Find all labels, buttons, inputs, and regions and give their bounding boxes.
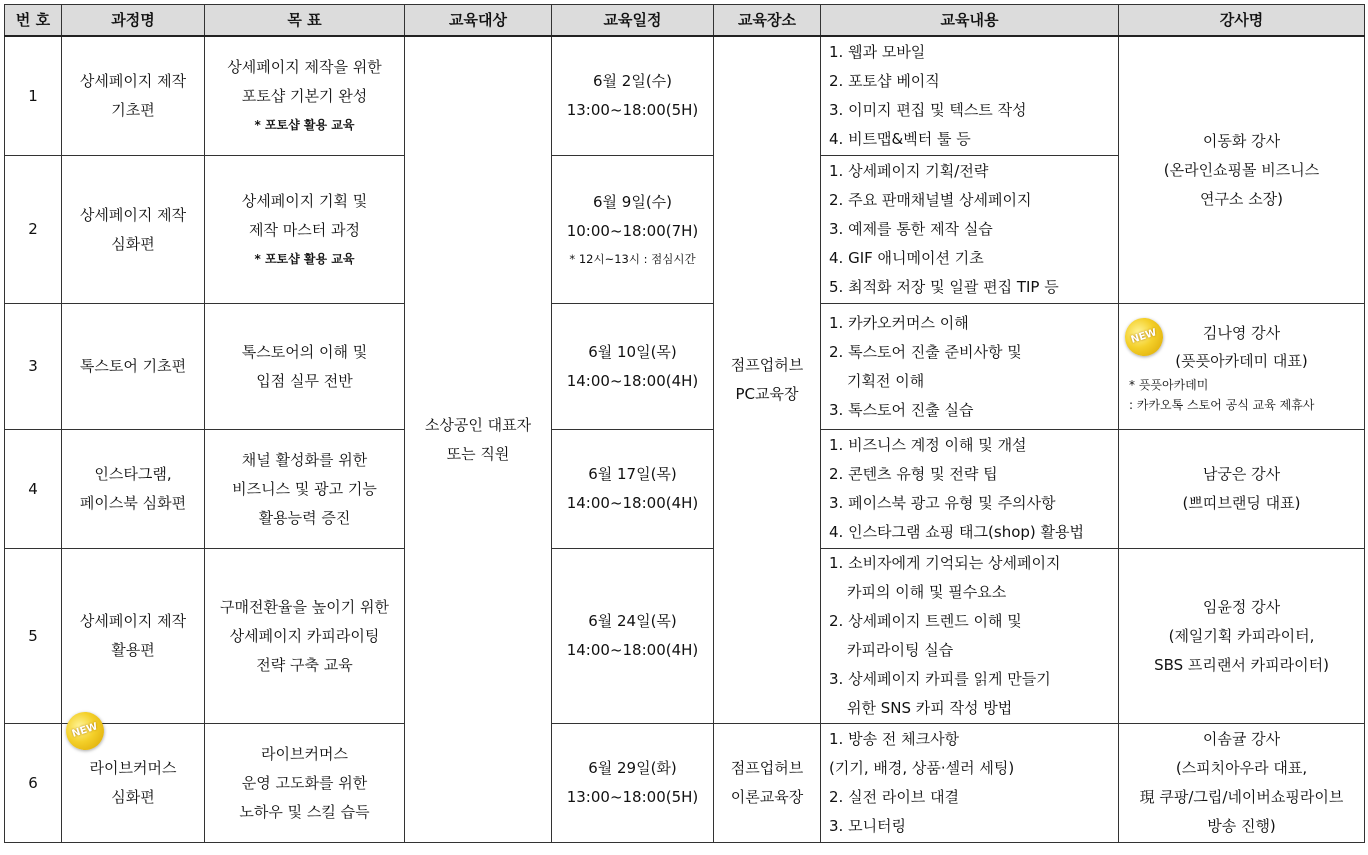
goal-note: * 포토샵 활용 교육 xyxy=(254,251,355,266)
row-number: 6 xyxy=(5,724,62,843)
schedule: 6월 24일(목) 14:00~18:00(4H) xyxy=(552,549,714,724)
header-row xyxy=(5,5,1365,37)
content: 1. 소비자에게 기억되는 상세페이지 카피의 이해 및 필수요소 2. 상세페이지 트렌드 이해 및 카피라이팅 실습 3. 상세페이지 카피를 읽게 만들기 위한 SNS 카피 작성 방법 xyxy=(821,549,1119,724)
lecturer: 이동화 강사 (온라인쇼핑몰 비즈니스 연구소 소장) xyxy=(1119,36,1365,304)
header-course: 과정명 xyxy=(62,5,205,37)
course-table xyxy=(4,4,1365,843)
lecturer: 이솜귤 강사 (스피치아우라 대표, 現 쿠팡/그립/네이버쇼핑라이브 방송 진행) xyxy=(1119,724,1365,843)
goal: 구매전환율을 높이기 위한 상세페이지 카피라이팅 전략 구축 교육 xyxy=(205,549,405,724)
goal: 채널 활성화를 위한 비즈니스 및 광고 기능 활용능력 증진 xyxy=(205,430,405,549)
row-number: 1 xyxy=(5,36,62,156)
table-row xyxy=(5,549,1365,724)
lecturer: NEW 김나영 강사 (픗픗아카데미 대표) * 픗픗아카데미 : 카카오톡 스토어 공식 교육 제휴사 xyxy=(1119,304,1365,430)
table-row xyxy=(5,304,1365,430)
place: 점프업허브 이론교육장 xyxy=(714,724,821,843)
header-place: 교육장소 xyxy=(714,5,821,37)
header-target: 교육대상 xyxy=(405,5,552,37)
schedule: 6월 29일(화) 13:00~18:00(5H) xyxy=(552,724,714,843)
schedule: 6월 9일(수) 10:00~18:00(7H) * 12시~13시 : 점심시간 xyxy=(552,156,714,304)
content: 1. 방송 전 체크사항 (기기, 배경, 상품·셀러 세팅) 2. 실전 라이브 대결 3. 모니터링 xyxy=(821,724,1119,843)
row-number: 4 xyxy=(5,430,62,549)
course-name: 톡스토어 기초편 xyxy=(62,304,205,430)
schedule-note: * 12시~13시 : 점심시간 xyxy=(569,251,696,266)
course-name: 상세페이지 제작 심화편 xyxy=(62,156,205,304)
table-row xyxy=(5,36,1365,156)
content: 1. 카카오커머스 이해 2. 톡스토어 진출 준비사항 및 기획전 이해 3. 톡스토어 진출 실습 xyxy=(821,304,1119,430)
new-badge-icon: NEW xyxy=(1120,313,1168,361)
place: 점프업허브 PC교육장 xyxy=(714,36,821,724)
target: 소상공인 대표자 또는 직원 xyxy=(405,36,552,843)
header-lecturer: 강사명 xyxy=(1119,5,1365,37)
content: 1. 비즈니스 계정 이해 및 개설 2. 콘텐츠 유형 및 전략 팁 3. 페이스북 광고 유형 및 주의사항 4. 인스타그램 쇼핑 태그(shop) 활용법 xyxy=(821,430,1119,549)
header-goal: 목 표 xyxy=(205,5,405,37)
course-name: NEW 라이브커머스 심화편 xyxy=(62,724,205,843)
row-number: 5 xyxy=(5,549,62,724)
course-name: 상세페이지 제작 기초편 xyxy=(62,36,205,156)
schedule: 6월 10일(목) 14:00~18:00(4H) xyxy=(552,304,714,430)
table-row xyxy=(5,724,1365,843)
goal: 상세페이지 기획 및 제작 마스터 과정 * 포토샵 활용 교육 xyxy=(205,156,405,304)
new-badge-icon: NEW xyxy=(61,707,109,755)
course-name: 인스타그램, 페이스북 심화편 xyxy=(62,430,205,549)
schedule: 6월 2일(수) 13:00~18:00(5H) xyxy=(552,36,714,156)
row-number: 2 xyxy=(5,156,62,304)
content: 1. 상세페이지 기획/전략 2. 주요 판매채널별 상세페이지 3. 예제를 통한 제작 실습 4. GIF 애니메이션 기초 5. 최적화 저장 및 일괄 편집 TIP 등 xyxy=(821,156,1119,304)
goal: 상세페이지 제작을 위한 포토샵 기본기 완성 * 포토샵 활용 교육 xyxy=(205,36,405,156)
row-number: 3 xyxy=(5,304,62,430)
goal-note: * 포토샵 활용 교육 xyxy=(254,118,355,132)
course-name: 상세페이지 제작 활용편 xyxy=(62,549,205,724)
goal: 톡스토어의 이해 및 입점 실무 전반 xyxy=(205,304,405,430)
goal: 라이브커머스 운영 고도화를 위한 노하우 및 스킬 습득 xyxy=(205,724,405,843)
header-content: 교육내용 xyxy=(821,5,1119,37)
header-no: 번 호 xyxy=(5,5,62,37)
lecturer: 남궁은 강사 (쁘띠브랜딩 대표) xyxy=(1119,430,1365,549)
lecturer: 임윤정 강사 (제일기획 카피라이터, SBS 프리랜서 카피라이터) xyxy=(1119,549,1365,724)
content: 1. 웹과 모바일 2. 포토샵 베이직 3. 이미지 편집 및 텍스트 작성 4. 비트맵&벡터 툴 등 xyxy=(821,36,1119,156)
schedule: 6월 17일(목) 14:00~18:00(4H) xyxy=(552,430,714,549)
table-row xyxy=(5,430,1365,549)
header-schedule: 교육일정 xyxy=(552,5,714,37)
